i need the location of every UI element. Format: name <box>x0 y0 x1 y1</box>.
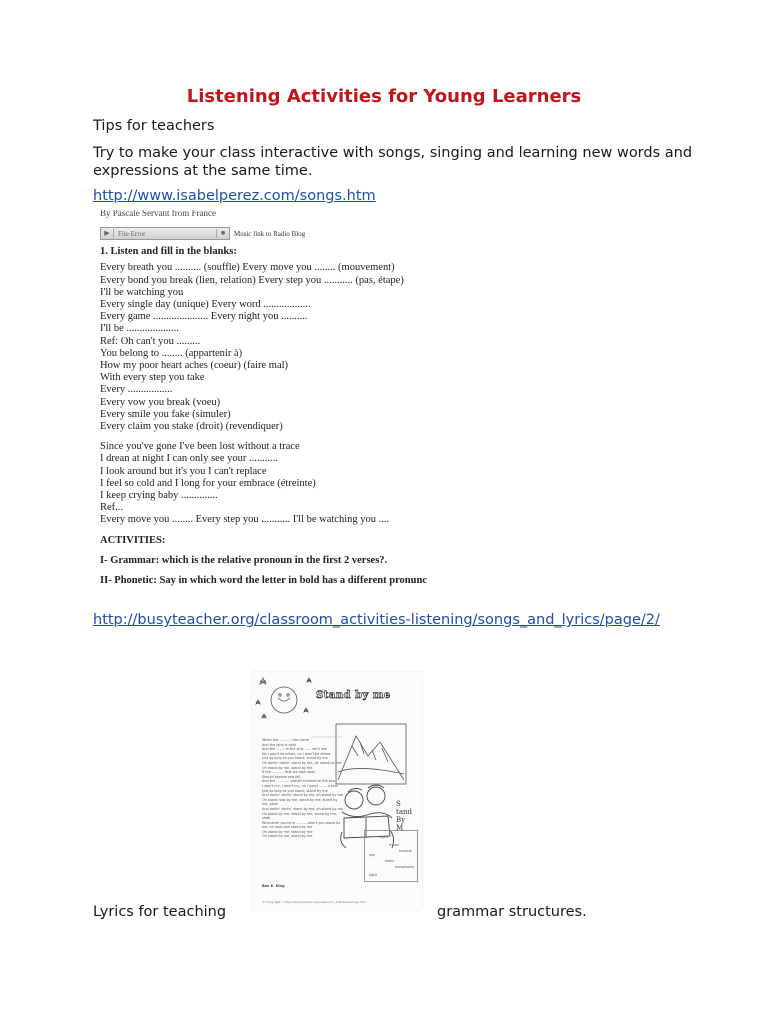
play-icon[interactable]: ▶ <box>101 229 114 238</box>
lyric-line: Every smile you fake (simuler) <box>100 408 231 420</box>
lyric-line: I look around but it's you I can't replace <box>100 465 267 477</box>
lyric-line: I keep crying baby .............. <box>100 490 218 502</box>
lyric-line: Every single day (unique) Every word .................. <box>100 299 311 311</box>
lyrics-caption-right: grammar structures. <box>437 904 587 920</box>
sheet-lyric-line: And the land is dark <box>262 742 297 747</box>
worksheet-image <box>100 210 430 596</box>
sheet-lyric-line: And the ........ is the only ...... we'll see <box>262 747 327 752</box>
isabelperez-link[interactable]: http://www.isabelperez.com/songs.htm <box>93 188 376 204</box>
sheet-lyric-line: I won't cry, I won't cry, no I won't ....... a tear <box>262 783 339 788</box>
verse-2 <box>100 441 430 526</box>
sheet-lyric-line: When the ........... has come <box>262 738 309 742</box>
sheet-lyric-line: Oh stand by me, stand by me <box>262 834 313 839</box>
lyric-line: With every step you take <box>100 372 205 384</box>
tips-heading: Tips for teachers <box>93 118 215 134</box>
volume-icon[interactable]: ■ <box>216 229 229 238</box>
stand-by-me-worksheet <box>252 672 422 910</box>
worksheet-heading: 1. Listen and fill in the blanks: <box>100 246 237 258</box>
verse-1 <box>100 262 430 433</box>
sheet-lyric-line: Oh darlin' darlin' stand by me, oh stand by me <box>262 760 342 765</box>
sheet-author: Ben E. King <box>262 884 285 888</box>
lyric-line: Every ................. <box>100 384 173 396</box>
sheet-lyric-line: If the ........... that we look upon <box>262 770 316 775</box>
word-box-item: sky <box>369 853 375 857</box>
lyric-line: Ref... <box>100 502 124 514</box>
lyric-line: I feel so cold and I long for your embrace (étreinte) <box>100 477 316 489</box>
lyric-line: How my poor heart aches (coeur) (faire mal) <box>100 360 289 372</box>
lyric-line: Every breath you .......... (souffle) Every move you ........ (mouvement) <box>100 262 395 274</box>
sheet-lyric-line: Oh stand now by me, stand by me, stand by me, yeah <box>262 797 338 807</box>
sheet-side-letter: S <box>396 800 401 808</box>
phonetic-question: II- Phonetic: Say in which word the letter in bold has a different pronunc <box>100 575 427 587</box>
sheet-lyric-line: Just as long as you stand, stand by me <box>262 756 328 761</box>
grammar-question: I- Grammar: which is the relative pronoun in the first 2 verses?. <box>100 554 388 566</box>
lyric-line: Ref: Oh can't you ......... <box>100 335 201 347</box>
sheet-side-letter: By <box>396 816 406 824</box>
sheet-lyric-line: Oh stand by me, stand by me, stand by me, yeah <box>262 811 337 821</box>
lyric-line: I'll be watching you <box>100 286 184 298</box>
sheet-lyric-line: No I won't be afraid, no I won't be afraid <box>262 751 331 756</box>
lyric-line: You belong to ........ (appartenir à) <box>100 347 243 359</box>
sheet-side-letter: M <box>396 824 404 832</box>
lyric-line: I drean at night I can only see your ........... <box>100 453 278 465</box>
sheet-lyric-line: And darlin' darlin' stand by me, oh stand by me <box>262 793 343 798</box>
sheet-lyric-line: And the ............ should crumble to the sea <box>262 779 335 784</box>
mountain-drawing <box>336 724 406 784</box>
word-box-item: moon <box>389 843 400 847</box>
word-box-item: light <box>369 873 377 877</box>
word-box-item: mountains <box>395 865 415 869</box>
player-link[interactable]: Music link to Radio Blog <box>234 229 306 238</box>
sheet-lyric-line: And darlin' darlin' stand by me, oh stand by me <box>262 806 343 811</box>
word-box <box>364 830 418 882</box>
word-box-item: shed <box>385 859 394 863</box>
sheet-side-title <box>396 800 412 832</box>
sheet-footer: © Copyright... http://busyteacher.org/classroom_activities/songs.htm <box>262 900 366 904</box>
sheet-title: Stand by me <box>316 690 391 701</box>
sheet-lyrics <box>262 738 344 839</box>
player-status: File Error <box>118 229 146 238</box>
lyric-line: Since you've gone I've been lost without a trace <box>100 441 300 453</box>
sheet-lyric-line: Should tumble and fall <box>262 774 301 779</box>
worksheet-byline: By Pascale Servant from France <box>100 210 216 218</box>
busyteacher-link[interactable]: http://busyteacher.org/classroom_activities-listening/songs_and_lyrics/page/2/ <box>93 612 660 628</box>
player-bar[interactable] <box>100 227 230 240</box>
word-box-item: trouble <box>399 849 412 853</box>
sheet-lyric-line: Just as long as you stand, stand by me <box>262 788 328 793</box>
sheet-lyric-line: Oh stand by me, stand by me <box>262 829 313 834</box>
intro-paragraph: Try to make your class interactive with songs, singing and learning new words and expressions at the same time. <box>93 145 693 179</box>
music-player[interactable] <box>100 227 430 240</box>
lyric-line: Every claim you stake (droit) (revendiquer) <box>100 421 283 433</box>
lyric-line: Every vow you break (voeu) <box>100 396 221 408</box>
sheet-side-letter: tand <box>396 808 412 816</box>
lyric-line: Every move you ........ Every step you ........... I'll be watching you .... <box>100 514 390 526</box>
moon-stars-drawing <box>256 678 311 718</box>
word-box-item: night <box>379 835 389 839</box>
lyric-line: Every bond you break (lien, relation) Every step you ........... (pas, étape) <box>100 274 404 286</box>
activities-heading: ACTIVITIES: <box>100 534 166 546</box>
lyrics-caption-left: Lyrics for teaching <box>93 904 227 920</box>
lyric-line: I'll be .................... <box>100 323 179 335</box>
sheet-lyric-line: Whenever you're in .......... won't you stand by me, oh now now stand by me <box>262 820 341 830</box>
lyric-line: Every game ..................... Every night you .......... <box>100 311 308 323</box>
page-title: Listening Activities for Young Learners <box>186 86 582 107</box>
sheet-lyric-line: Oh stand by me, stand by me <box>262 765 313 770</box>
